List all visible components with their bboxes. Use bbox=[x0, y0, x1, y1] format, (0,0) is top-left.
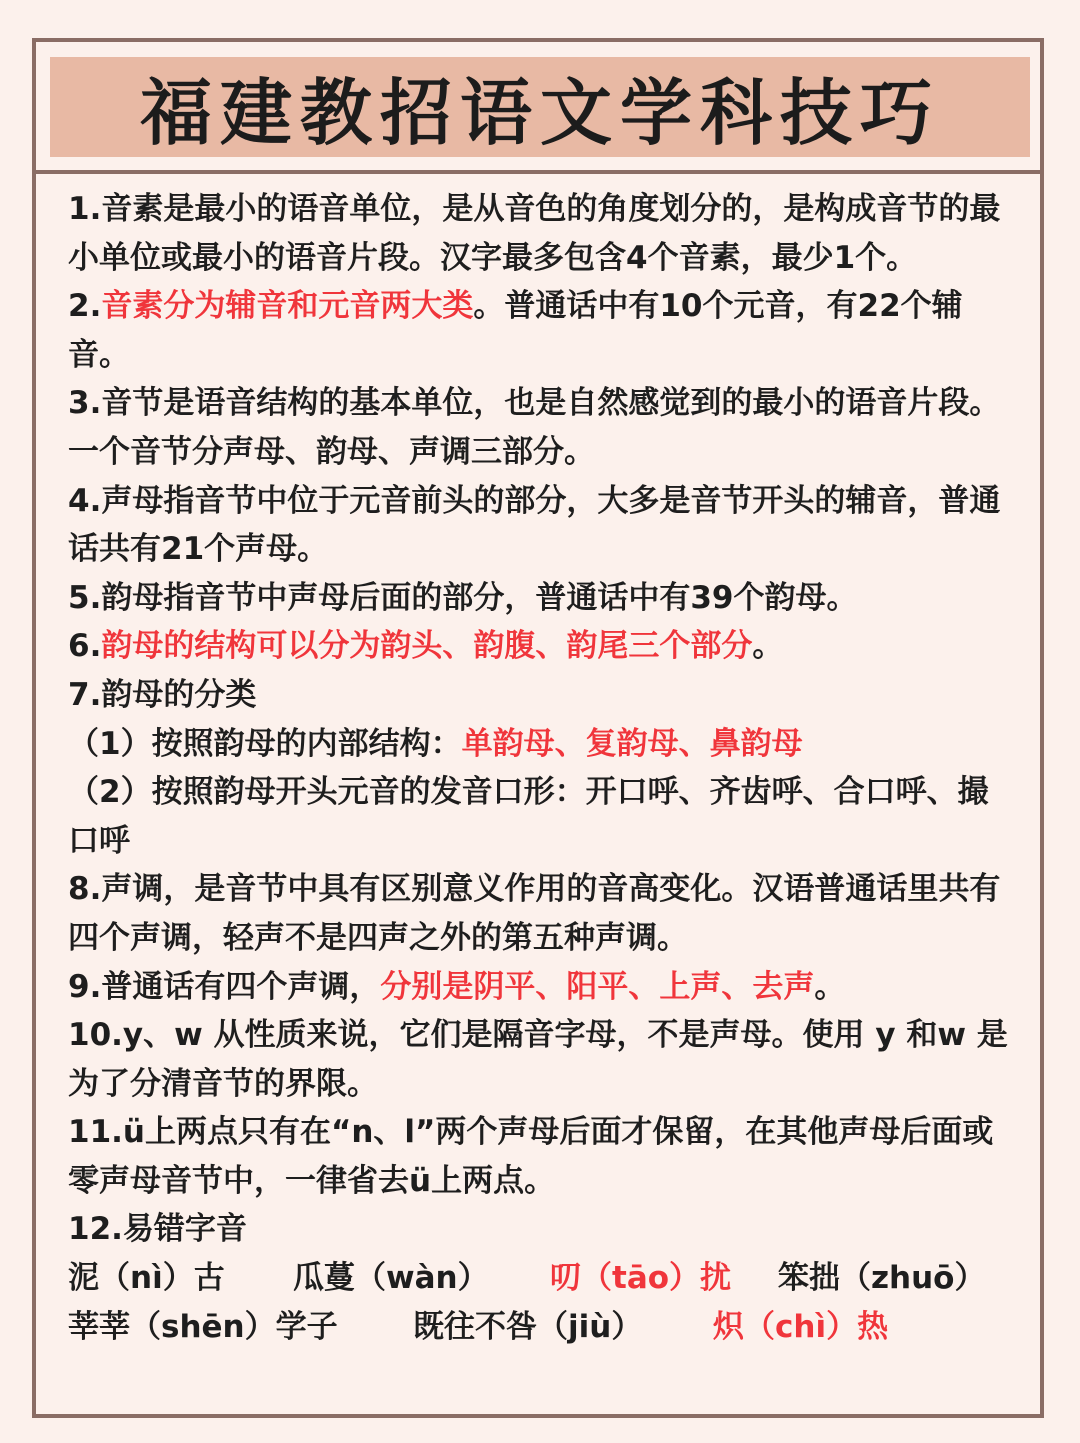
tip-6-number: 6. bbox=[68, 628, 102, 665]
tip-11: 11.ü上两点只有在“n、l”两个声母后面才保留，在其他声母后面或零声母音节中，一律省去ü上两点。 bbox=[68, 1114, 994, 1199]
tip-6-rest: 。 bbox=[752, 628, 784, 665]
tip-7-sub-1-label: （1）按照韵母的内部结构： bbox=[68, 725, 462, 762]
tip-7-heading: 7.韵母的分类 bbox=[68, 676, 257, 713]
word-row-2 bbox=[68, 1303, 1018, 1352]
tip-1: 1.音素是最小的语音单位，是从音色的角度划分的，是构成音节的最小单位或最小的语音片段。汉字最多包含4个音素，最少1个。 bbox=[68, 191, 1001, 276]
tip-9-highlight: 分别是阴平、阳平、上声、去声 bbox=[380, 968, 815, 1005]
tip-7-sub-1 bbox=[68, 720, 1018, 769]
tip-10: 10.y、w 从性质来说，它们是隔音字母，不是声母。使用 y 和w 是为了分清音节的界限。 bbox=[68, 1017, 1008, 1102]
tip-9-lead: 9.普通话有四个声调， bbox=[68, 968, 381, 1005]
tip-2-number: 2. bbox=[68, 288, 102, 325]
word-item: 莘莘（shēn）学子 bbox=[68, 1308, 338, 1345]
tip-5: 5.韵母指音节中声母后面的部分，普通话中有39个韵母。 bbox=[68, 579, 858, 616]
title-banner bbox=[50, 57, 1030, 157]
tip-6-highlight: 韵母的结构可以分为韵头、韵腹、韵尾三个部分 bbox=[101, 628, 753, 665]
tips-list bbox=[68, 185, 1018, 1351]
word-item: 泥（nì）古 bbox=[68, 1260, 225, 1297]
tip-2-rest: 。普通话中有10个元音，有22个辅音。 bbox=[68, 288, 963, 373]
header-divider bbox=[32, 170, 1044, 174]
page-title: 福建教招语文学科技巧 bbox=[139, 71, 940, 155]
tip-9 bbox=[68, 963, 1018, 1012]
tip-12-heading: 12.易错字音 bbox=[68, 1211, 247, 1248]
tip-4: 4.声母指音节中位于元音前头的部分，大多是音节开头的辅音，普通话共有21个声母。 bbox=[68, 482, 1001, 568]
word-item-highlight: 叨（tāo）扰 bbox=[550, 1260, 732, 1297]
tip-8: 8.声调，是音节中具有区别意义作用的音高变化。汉语普通话里共有四个声调，轻声不是四声之外的第五种声调。 bbox=[68, 871, 1001, 956]
tip-7-sub-2: （2）按照韵母开头元音的发音口形：开口呼、齐齿呼、合口呼、撮口呼 bbox=[68, 774, 989, 859]
tip-7-sub-1-highlight: 单韵母、复韵母、鼻韵母 bbox=[461, 725, 803, 762]
tip-9-rest: 。 bbox=[814, 968, 846, 1005]
word-item-highlight: 炽（chì）热 bbox=[713, 1308, 889, 1345]
tip-2 bbox=[68, 282, 1018, 379]
tip-2-highlight: 音素分为辅音和元音两大类 bbox=[101, 288, 474, 325]
word-item: 笨拙（zhuō） bbox=[778, 1260, 986, 1297]
tip-3: 3.音节是语音结构的基本单位，也是自然感觉到的最小的语音片段。一个音节分声母、韵母、声调三部分。 bbox=[68, 385, 1001, 470]
tip-6 bbox=[68, 622, 1018, 671]
word-item: 既往不咎（jiù） bbox=[413, 1308, 643, 1345]
word-item: 瓜蔓（wàn） bbox=[293, 1260, 489, 1297]
word-row-1 bbox=[68, 1254, 1018, 1303]
